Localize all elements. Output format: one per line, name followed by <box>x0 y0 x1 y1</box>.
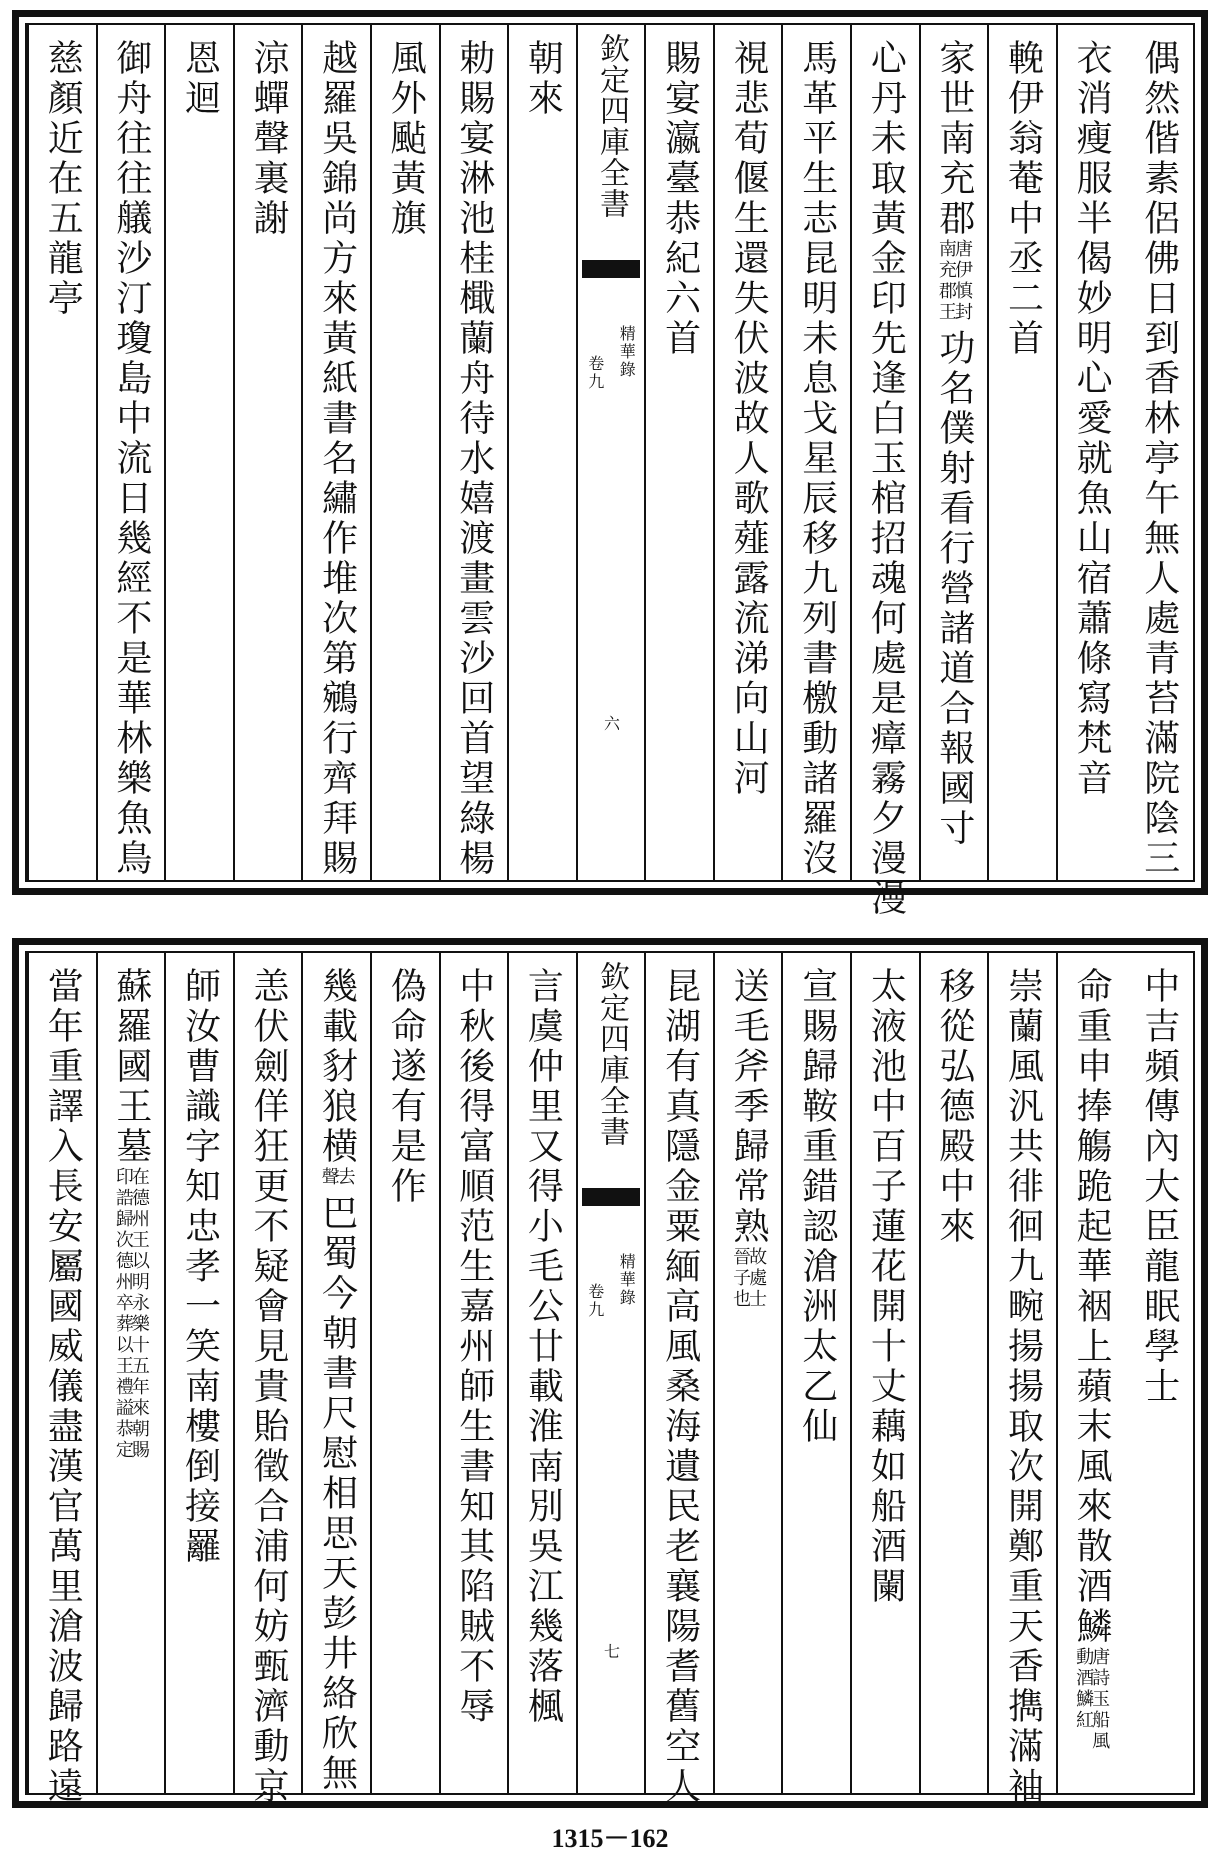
text-column <box>164 953 233 1793</box>
text-column <box>301 25 370 880</box>
text-column <box>850 25 919 919</box>
text-column <box>370 953 439 1793</box>
volume-label: 卷九 <box>585 355 605 391</box>
center-fold <box>576 25 645 880</box>
column-text: 師汝曹識字知忠孝一笑南樓倒接䍦 <box>179 967 221 1567</box>
column-text: 命重申捧觴跪起華裀上蘋末風來散酒鱗 <box>1071 967 1113 1647</box>
column-text: 中吉頻傳內大臣龍眠學士 <box>1138 967 1180 1407</box>
column-text: 中秋後得富順范生嘉州師生書知其陷賊不辱 <box>453 967 495 1727</box>
annotation-note: 去 <box>334 1167 356 1188</box>
text-column <box>301 953 370 1793</box>
column-text: 御舟往往艤沙汀瓊島中流日幾經不是華林樂魚鳥 <box>110 39 152 879</box>
annotation-note: 在德州王以明永樂十五年來朝賜 <box>128 1167 150 1461</box>
column-text: 送毛斧季歸常熟 <box>728 967 770 1247</box>
text-column <box>27 953 96 1807</box>
text-column <box>1124 953 1193 1793</box>
column-text: 慈顏近在五龍亭 <box>42 39 84 319</box>
column-text: 心丹未取黃金印先逢白玉棺招魂何處是瘴霧夕漫漫 <box>865 39 907 919</box>
text-column <box>850 953 919 1793</box>
column-text: 越羅吳錦尚方來黃紙書名繡作堆次第鵷行齊拜賜 <box>316 39 358 879</box>
column-text: 輓伊翁菴中丞二首 <box>1002 39 1044 359</box>
upper-columns <box>25 23 1195 919</box>
column-text: 當年重譯入長安屬國威儀盡漢官萬里滄波歸路遠 <box>42 967 84 1807</box>
column-text: 風外颭黃旗 <box>385 39 427 239</box>
text-column <box>164 25 233 880</box>
lower-columns <box>25 951 1195 1807</box>
column-text: 家世南充郡 <box>933 39 975 239</box>
column-text: 宣賜歸鞍重錯認滄洲太乙仙 <box>796 967 838 1447</box>
text-column <box>439 25 508 880</box>
column-text: 言虞仲里又得小毛公廿載淮南別吳江幾落楓 <box>522 967 564 1727</box>
annotation-note: 晉子也 <box>730 1247 752 1310</box>
center-fold <box>576 953 645 1793</box>
section-title: 精華錄 <box>617 325 637 379</box>
text-column <box>713 25 782 880</box>
text-column <box>96 25 165 880</box>
column-text: 昆湖有真隱金粟緬高風桑海遺民老襄陽耆舊空人 <box>659 967 701 1807</box>
annotation-note: 唐伊慎封 <box>951 239 973 323</box>
column-text: 馬革平生志昆明未息戈星辰移九列書檄動諸羅沒 <box>796 39 838 879</box>
column-text-continued: 功名僕射看行營諸道合報國寸 <box>933 329 975 849</box>
column-text: 崇蘭風汎共徘徊九畹揚揚取次開鄭重天香擕滿袖 <box>1002 967 1044 1807</box>
text-column <box>507 25 576 880</box>
column-text-continued: 巴蜀今朝書尺慰相思天彭井絡欣無 <box>316 1194 358 1794</box>
text-column <box>919 953 988 1793</box>
upper-page <box>12 10 1208 919</box>
book-title: 欽定四庫全書 <box>593 961 629 1147</box>
leaf-number: 六 <box>601 715 621 733</box>
text-column <box>644 25 713 880</box>
text-column <box>1124 25 1193 880</box>
column-text: 蘇羅國王墓 <box>110 967 152 1167</box>
text-column <box>987 25 1056 880</box>
annotation-note: 聲 <box>318 1167 340 1188</box>
annotation-note: 唐詩玉船風 <box>1089 1647 1111 1752</box>
column-text: 涼蟬聲裏謝 <box>248 39 290 239</box>
text-column <box>919 25 988 880</box>
fish-tail-mark <box>582 260 641 278</box>
text-column <box>781 953 850 1793</box>
column-text: 視悲荀偃生還失伏波故人歌薤露流涕向山河 <box>728 39 770 799</box>
text-column <box>507 953 576 1793</box>
text-column <box>644 953 713 1807</box>
text-column <box>781 25 850 880</box>
column-text: 偶然偕素侶佛日到香林亭午無人處青苔滿院陰三 <box>1138 39 1180 879</box>
column-text: 朝來 <box>522 39 564 119</box>
text-column <box>439 953 508 1793</box>
column-text: 勅賜宴淋池桂檝蘭舟待水嬉渡畫雲沙回首望綠楊 <box>453 39 495 879</box>
column-text: 衣消瘦服半偈妙明心愛就魚山宿蕭條寫梵音 <box>1071 39 1113 799</box>
column-text: 恙伏劍佯狂更不疑會見貴貽徵合浦何妨甄濟動京 <box>248 967 290 1807</box>
text-column <box>713 953 782 1793</box>
lower-page <box>12 938 1208 1808</box>
volume-label: 卷九 <box>585 1283 605 1319</box>
column-text: 移從弘德殿中來 <box>933 967 975 1247</box>
book-title: 欽定四庫全書 <box>593 33 629 219</box>
page-number-footer: 1315－162 <box>551 1824 669 1853</box>
column-text: 幾載豺狼横 <box>316 967 358 1167</box>
text-column <box>370 25 439 880</box>
text-column <box>233 953 302 1807</box>
text-column <box>987 953 1056 1807</box>
text-column <box>1056 953 1125 1793</box>
text-column <box>1056 25 1125 880</box>
text-column <box>27 25 96 880</box>
annotation-note: 南充郡王 <box>935 239 957 323</box>
annotation-note: 印誥歸次德州卒葬以王禮謚恭定 <box>112 1167 134 1461</box>
leaf-number: 七 <box>601 1643 621 1661</box>
fish-tail-mark <box>582 1188 641 1206</box>
column-text: 太液池中百子蓮花開十丈藕如船酒闌 <box>865 967 907 1607</box>
column-text: 偽命遂有是作 <box>385 967 427 1207</box>
text-column <box>233 25 302 880</box>
annotation-note: 動酒鱗紅 <box>1073 1647 1095 1731</box>
annotation-note: 故處士 <box>746 1247 768 1310</box>
column-text: 恩迴 <box>179 39 221 119</box>
text-column <box>96 953 165 1793</box>
column-text: 賜宴瀛臺恭紀六首 <box>659 39 701 359</box>
section-title: 精華錄 <box>617 1253 637 1307</box>
